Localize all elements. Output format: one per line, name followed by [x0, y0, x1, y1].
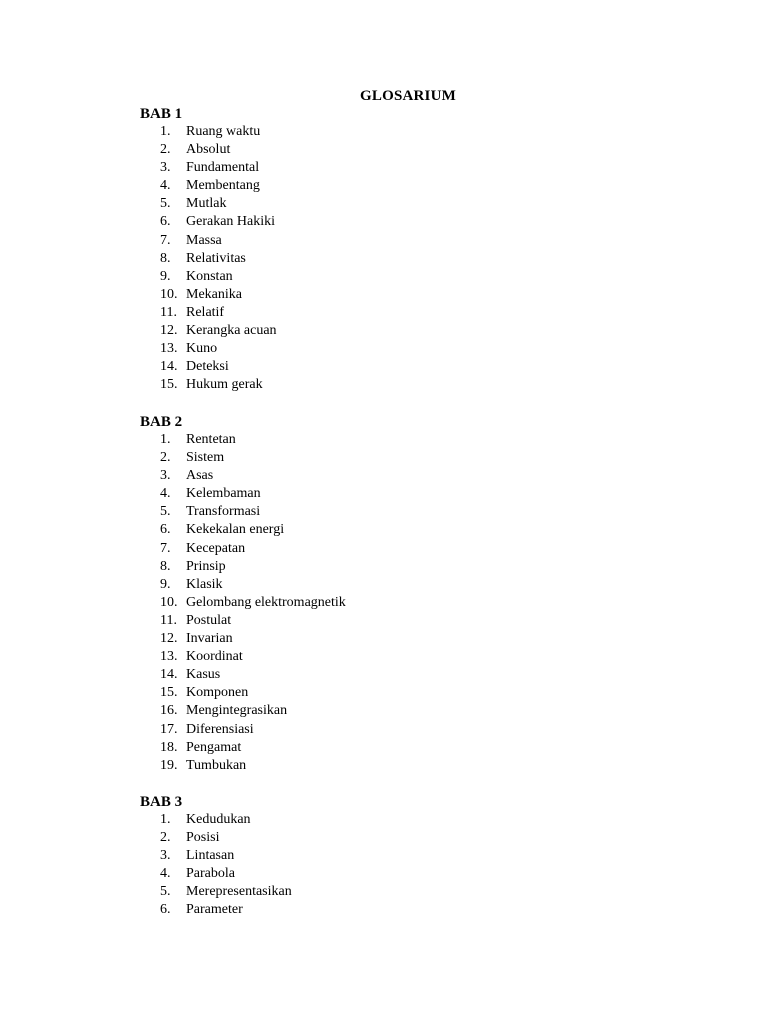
term-label: Kelembaman	[186, 486, 261, 502]
term-number	[140, 757, 186, 775]
chapter-section	[140, 413, 346, 775]
term-label: Pengamat	[186, 739, 242, 755]
term-list	[140, 431, 346, 775]
term-number	[140, 865, 186, 883]
term-label: Kedudukan	[186, 812, 251, 827]
term-item	[140, 721, 346, 739]
term-number	[140, 358, 186, 376]
term-number-text: 5.	[160, 504, 171, 520]
term-label: Mengintegrasikan	[186, 703, 288, 719]
term-label: Gerakan Hakiki	[186, 214, 276, 230]
term-number	[140, 521, 186, 539]
term-number-text: 4.	[160, 486, 171, 502]
term-number-text: 9.	[160, 268, 171, 284]
term-number	[140, 739, 186, 757]
term-number	[140, 123, 186, 141]
term-item	[140, 811, 292, 829]
term-item	[140, 829, 292, 847]
term-label: Kasus	[186, 667, 221, 683]
term-number-text: 5.	[160, 884, 171, 900]
term-number	[140, 540, 186, 558]
term-number-text: 8.	[160, 250, 171, 266]
term-number	[140, 286, 186, 304]
chapter-section	[140, 793, 292, 920]
term-number	[140, 648, 186, 666]
term-number	[140, 376, 186, 394]
term-label: Konstan	[186, 268, 233, 284]
term-label: Sistem	[186, 450, 225, 466]
term-item	[140, 558, 346, 576]
term-label: Posisi	[186, 830, 220, 846]
term-item	[140, 739, 346, 757]
term-number-text: 14.	[160, 667, 178, 683]
term-label: Relativitas	[186, 250, 246, 266]
term-label: Lintasan	[186, 848, 235, 864]
term-label: Diferensiasi	[186, 721, 254, 737]
term-number	[140, 847, 186, 865]
term-number-text: 14.	[160, 359, 178, 375]
term-number	[140, 431, 186, 449]
term-label: Kuno	[186, 341, 218, 357]
term-number	[140, 485, 186, 503]
term-label: Parabola	[186, 866, 235, 882]
term-item	[140, 232, 277, 250]
term-number-text: 5.	[160, 196, 171, 212]
chapter-section	[140, 105, 277, 394]
term-number-text: 2.	[160, 830, 171, 846]
term-number-text: 13.	[160, 649, 178, 665]
term-number-text: 11.	[160, 304, 177, 320]
term-number-text: 6.	[160, 902, 171, 918]
term-number-text: 18.	[160, 739, 178, 755]
term-number	[140, 883, 186, 901]
term-label: Ruang waktu	[186, 124, 261, 139]
term-label: Kecepatan	[186, 540, 246, 556]
term-number	[140, 449, 186, 467]
term-number-text: 1.	[160, 812, 171, 827]
term-number	[140, 467, 186, 485]
term-number	[140, 811, 186, 829]
term-number-text: 3.	[160, 468, 171, 484]
term-item	[140, 630, 346, 648]
term-number-text: 10.	[160, 286, 178, 302]
term-label: Hukum gerak	[186, 377, 263, 393]
term-item	[140, 576, 346, 594]
term-number-text: 9.	[160, 576, 171, 592]
term-number	[140, 195, 186, 213]
term-item	[140, 195, 277, 213]
term-label: Deteksi	[186, 359, 229, 375]
term-item	[140, 648, 346, 666]
term-label: Membentang	[186, 178, 260, 194]
term-label: Asas	[186, 468, 214, 484]
term-number	[140, 268, 186, 286]
term-item	[140, 431, 346, 449]
term-number-text: 7.	[160, 540, 171, 556]
term-label: Invarian	[186, 631, 233, 647]
term-label: Rentetan	[186, 432, 236, 447]
term-number-text: 4.	[160, 178, 171, 194]
term-number-text: 8.	[160, 558, 171, 574]
term-item	[140, 177, 277, 195]
term-item	[140, 213, 277, 231]
term-number-text: 4.	[160, 866, 171, 882]
term-item	[140, 521, 346, 539]
term-label: Transformasi	[186, 504, 261, 520]
term-label: Mutlak	[186, 196, 227, 212]
chapter-heading: BAB 1	[140, 106, 183, 122]
term-item	[140, 449, 346, 467]
term-label: Parameter	[186, 902, 243, 918]
term-item	[140, 304, 277, 322]
chapter-heading: BAB 3	[140, 794, 183, 810]
term-number-text: 12.	[160, 631, 178, 647]
term-item	[140, 268, 277, 286]
term-number	[140, 250, 186, 268]
term-number	[140, 594, 186, 612]
term-number	[140, 829, 186, 847]
term-number	[140, 177, 186, 195]
term-item	[140, 322, 277, 340]
term-number-text: 11.	[160, 612, 177, 628]
term-number-text: 12.	[160, 323, 178, 339]
term-item	[140, 666, 346, 684]
term-number	[140, 558, 186, 576]
term-number	[140, 232, 186, 250]
term-item	[140, 540, 346, 558]
term-label: Fundamental	[186, 160, 260, 176]
term-item	[140, 485, 346, 503]
term-number-text: 16.	[160, 703, 178, 719]
term-number	[140, 304, 186, 322]
term-item	[140, 847, 292, 865]
term-number-text: 6.	[160, 214, 171, 230]
term-label: Massa	[186, 232, 222, 248]
term-number-text: 10.	[160, 594, 178, 610]
term-label: Koordinat	[186, 649, 243, 665]
term-label: Merepresentasikan	[186, 884, 292, 900]
term-item	[140, 612, 346, 630]
term-number	[140, 340, 186, 358]
term-number	[140, 322, 186, 340]
term-number-text: 13.	[160, 341, 178, 357]
term-number	[140, 702, 186, 720]
term-item	[140, 250, 277, 268]
term-number-text: 19.	[160, 757, 178, 773]
term-label: Absolut	[186, 142, 231, 158]
term-number-text: 3.	[160, 160, 171, 176]
term-item	[140, 376, 277, 394]
term-number	[140, 666, 186, 684]
term-number	[140, 612, 186, 630]
term-number-text: 1.	[160, 124, 171, 139]
term-number-text: 2.	[160, 450, 171, 466]
term-item	[140, 865, 292, 883]
term-number-text: 17.	[160, 721, 178, 737]
term-label: Postulat	[186, 612, 232, 628]
term-label: Gelombang elektromagnetik	[186, 594, 346, 610]
term-label: Relatif	[186, 304, 225, 320]
term-label: Prinsip	[186, 558, 226, 574]
term-item	[140, 503, 346, 521]
term-item	[140, 141, 277, 159]
term-label: Kerangka acuan	[186, 323, 277, 339]
term-number-text: 3.	[160, 848, 171, 864]
term-number	[140, 213, 186, 231]
term-number-text: 1.	[160, 432, 171, 447]
term-list	[140, 811, 292, 920]
term-item	[140, 684, 346, 702]
document-title: GLOSARIUM	[360, 88, 456, 104]
term-item	[140, 358, 277, 376]
term-number	[140, 630, 186, 648]
term-item	[140, 286, 277, 304]
term-number-text: 7.	[160, 232, 171, 248]
term-number	[140, 684, 186, 702]
term-item	[140, 123, 277, 141]
term-number-text: 15.	[160, 377, 178, 393]
term-number	[140, 503, 186, 521]
term-number	[140, 141, 186, 159]
term-number-text: 6.	[160, 522, 171, 538]
term-number	[140, 576, 186, 594]
term-item	[140, 159, 277, 177]
term-number-text: 2.	[160, 142, 171, 158]
term-item	[140, 901, 292, 919]
term-number	[140, 721, 186, 739]
term-item	[140, 883, 292, 901]
term-number-text: 15.	[160, 685, 178, 701]
term-item	[140, 594, 346, 612]
term-item	[140, 340, 277, 358]
chapter-heading: BAB 2	[140, 414, 183, 430]
term-label: Mekanika	[186, 286, 242, 302]
term-item	[140, 757, 346, 775]
term-label: Klasik	[186, 576, 223, 592]
term-list	[140, 123, 277, 394]
term-item	[140, 702, 346, 720]
term-label: Kekekalan energi	[186, 522, 285, 538]
term-number	[140, 901, 186, 919]
term-number	[140, 159, 186, 177]
term-label: Tumbukan	[186, 757, 247, 773]
term-item	[140, 467, 346, 485]
term-label: Komponen	[186, 685, 249, 701]
